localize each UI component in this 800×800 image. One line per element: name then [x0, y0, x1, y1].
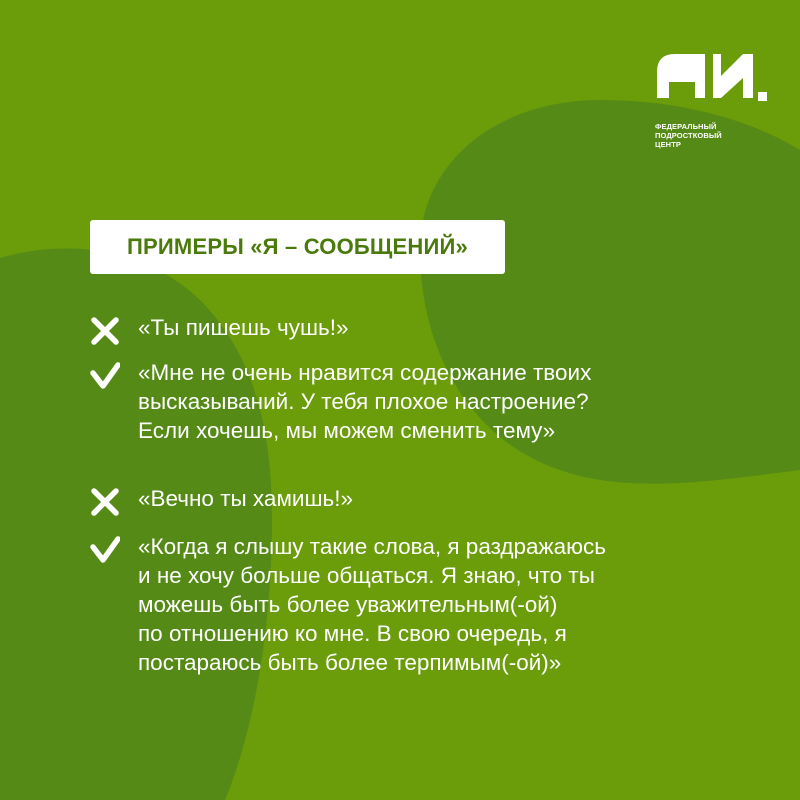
logo-text [655, 122, 775, 149]
logo-mark-icon [655, 52, 775, 118]
logo-line-2: ПОДРОСТКОВЫЙ [655, 131, 722, 140]
logo-line-3: ЦЕНТР [655, 140, 681, 149]
check-icon [90, 361, 120, 391]
example-text-2 [138, 358, 738, 445]
example-4-line-2: и не хочу больше общаться. Я знаю, что ты [138, 563, 595, 588]
logo [655, 52, 775, 149]
example-2-line-2: высказываний. У тебя плохое настроение? [138, 389, 589, 414]
example-4-line-1: «Когда я слышу такие слова, я раздражаюсь [138, 534, 606, 559]
example-2-line-1: «Мне не очень нравится содержание твоих [138, 360, 592, 385]
example-3-line-1: «Вечно ты хамишь!» [138, 486, 354, 511]
check-icon [90, 535, 120, 565]
example-4-line-3: можешь быть более уважительным(-ой) [138, 592, 558, 617]
cross-icon [90, 316, 120, 346]
example-text-3 [138, 484, 738, 513]
cross-icon [90, 487, 120, 517]
title-badge [90, 220, 505, 274]
logo-line-1: ФЕДЕРАЛЬНЫЙ [655, 122, 717, 131]
example-1-line-1: «Ты пишешь чушь!» [138, 315, 349, 340]
example-text-4 [138, 532, 738, 677]
example-text-1 [138, 313, 738, 342]
page-title: ПРИМЕРЫ «Я – СООБЩЕНИЙ» [127, 234, 468, 259]
example-4-line-4: по отношению ко мне. В свою очередь, я [138, 621, 567, 646]
example-2-line-3: Если хочешь, мы можем сменить тему» [138, 418, 556, 443]
example-4-line-5: постараюсь быть более терпимым(-ой)» [138, 650, 562, 675]
